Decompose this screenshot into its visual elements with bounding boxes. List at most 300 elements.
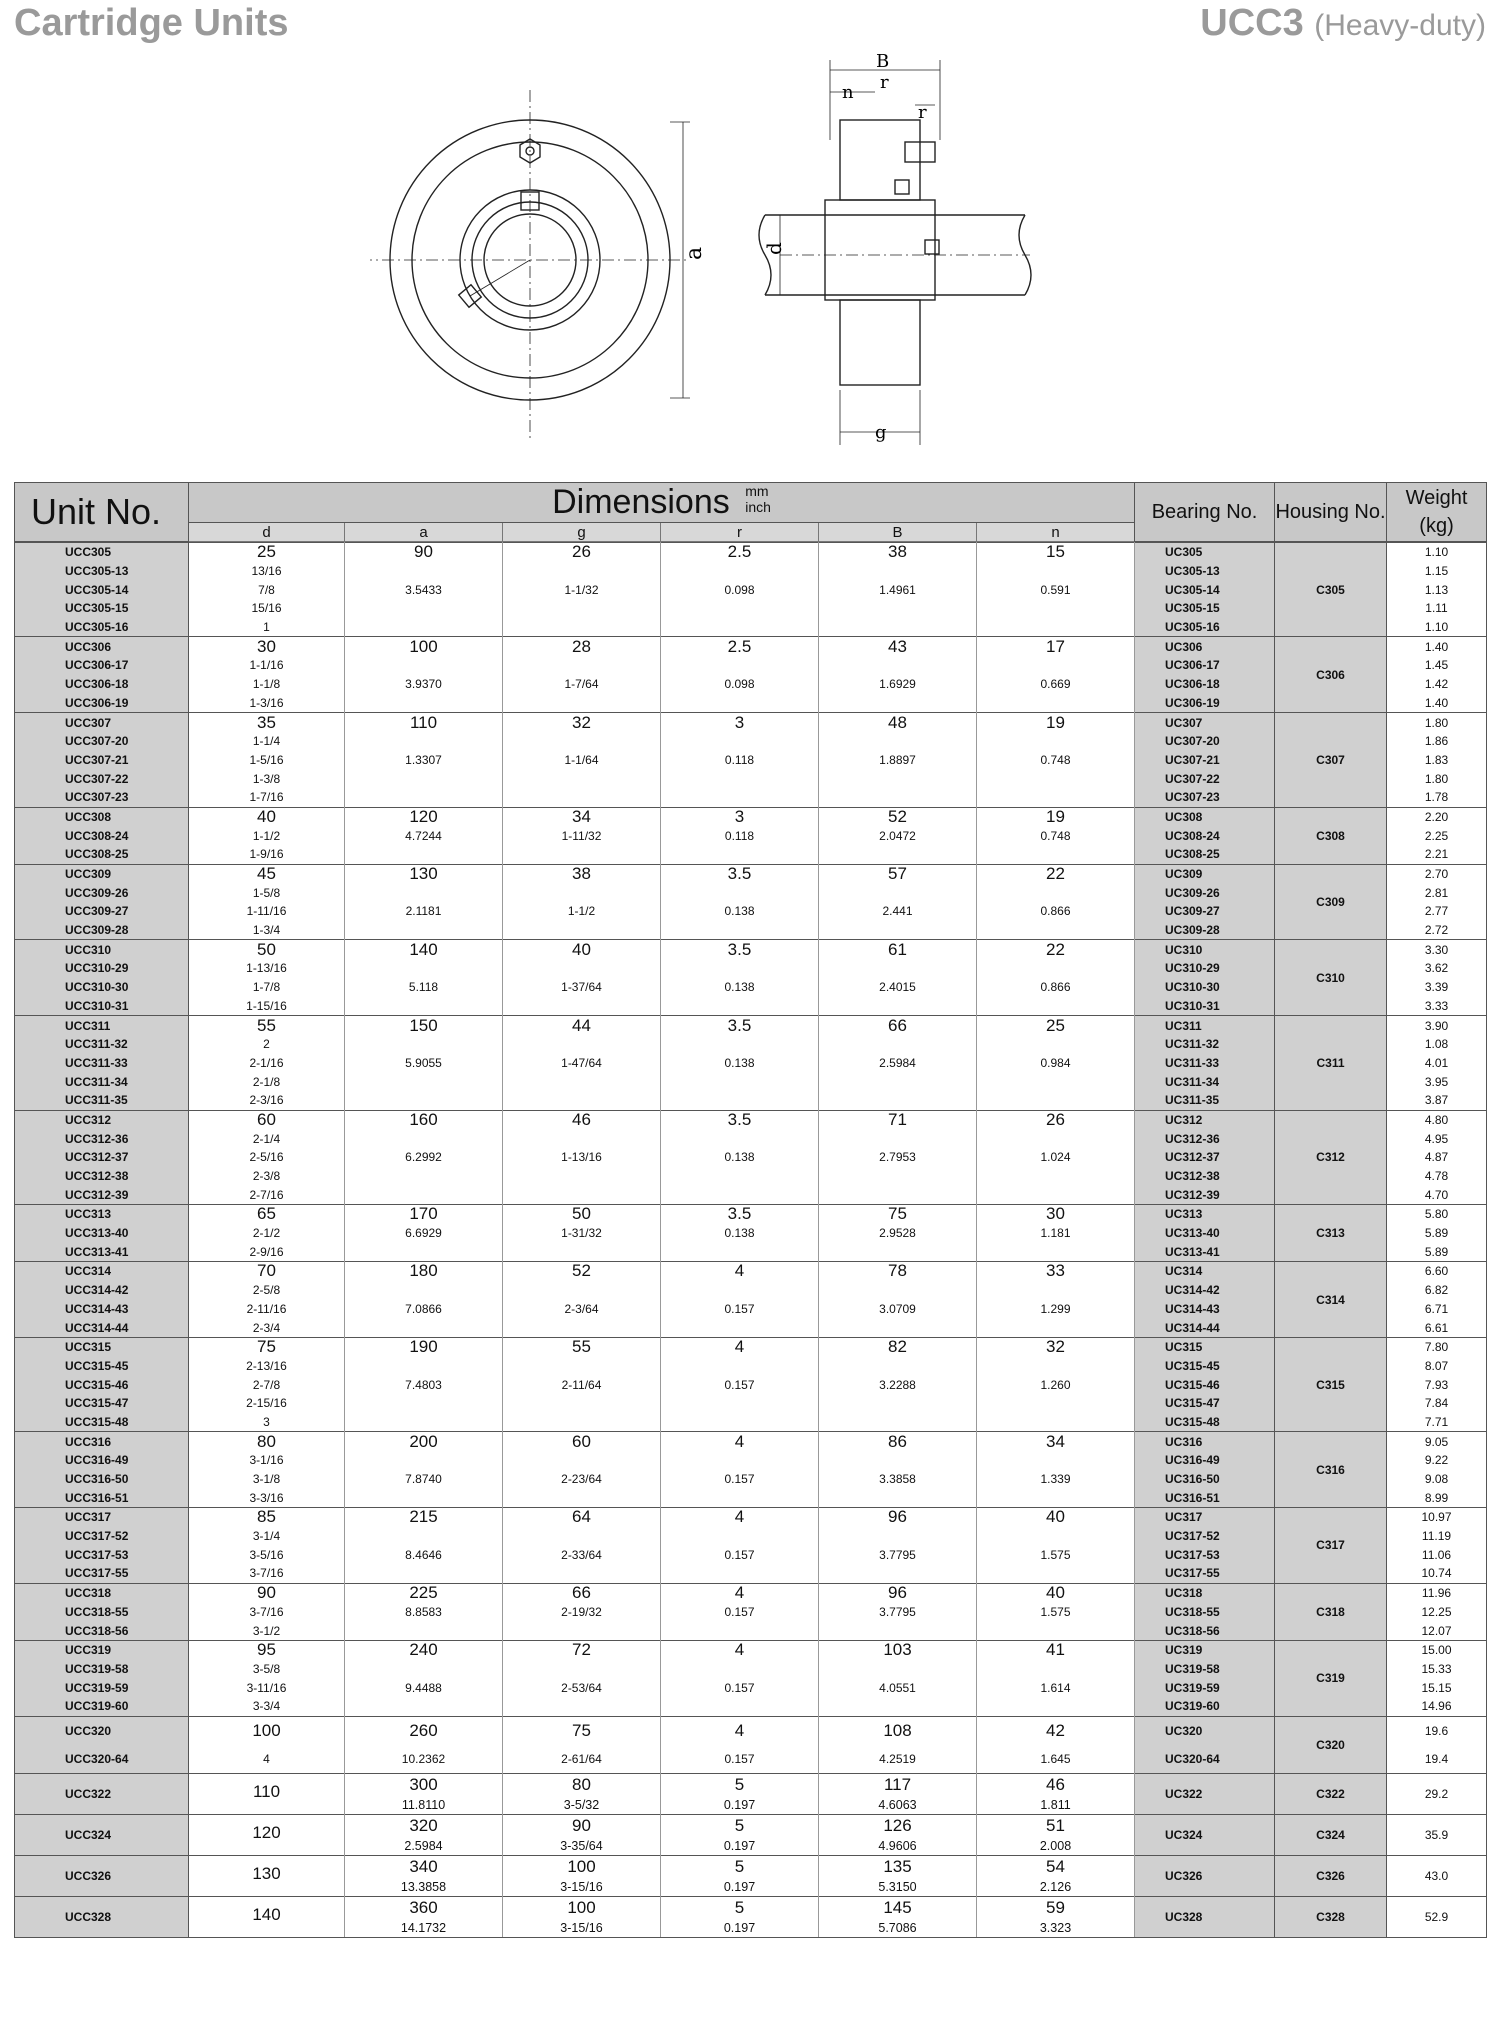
dim-B-cell: [819, 1697, 977, 1716]
housing-no-cell: C311: [1275, 1016, 1387, 1110]
dim-n-cell: [977, 959, 1135, 978]
weight-cell: 4.87: [1387, 1148, 1487, 1167]
dim-n-cell: [977, 1413, 1135, 1432]
dim-g-cell: [503, 1357, 661, 1376]
table-row: [15, 883, 1487, 902]
bearing-no-cell: UC306-17: [1135, 656, 1275, 675]
weight-cell: 9.08: [1387, 1470, 1487, 1489]
weight-cell: 11.19: [1387, 1527, 1487, 1546]
dim-B-cell: 78: [819, 1262, 977, 1281]
dim-d-cell: 1-3/4: [189, 921, 345, 940]
bearing-no-cell: UC319: [1135, 1640, 1275, 1659]
bearing-no-cell: UC309-28: [1135, 921, 1275, 940]
dim-n-cell: 0.866: [977, 902, 1135, 921]
dim-g-cell: [503, 694, 661, 713]
table-row: [15, 1375, 1487, 1394]
unit-group: [15, 543, 1487, 637]
weight-cell: 4.80: [1387, 1110, 1487, 1129]
dim-d-cell: 1-9/16: [189, 845, 345, 864]
dim-B-cell: 86: [819, 1432, 977, 1451]
dim-n-cell: [977, 1814, 1135, 1855]
dim-n-cell: 40: [977, 1583, 1135, 1602]
dim-B-cell: [819, 1896, 977, 1937]
unit-no-cell: UCC309: [15, 864, 189, 883]
dim-a-mm: 360: [409, 1897, 438, 1917]
unit-no-cell: UCC319-60: [15, 1697, 189, 1716]
dim-d-cell: 1-1/4: [189, 732, 345, 751]
dim-n-cell: 33: [977, 1262, 1135, 1281]
dim-a-inch: 14.1732: [400, 1920, 447, 1935]
dim-B-cell: 52: [819, 807, 977, 826]
dim-B-cell: [819, 1318, 977, 1337]
table-row: [15, 959, 1487, 978]
dim-r-cell: 0.138: [661, 978, 819, 997]
weight-cell: 1.15: [1387, 562, 1487, 581]
dim-B-cell: [819, 1185, 977, 1204]
dim-r-cell: 4: [661, 1508, 819, 1527]
bearing-no-cell: UC305-16: [1135, 618, 1275, 637]
header-col-r: r: [661, 523, 819, 542]
weight-cell: 5.89: [1387, 1242, 1487, 1261]
dim-n-inch: 2.126: [1039, 1879, 1072, 1894]
weight-cell: 8.07: [1387, 1357, 1487, 1376]
table-row: [15, 788, 1487, 807]
dim-g-cell: 1-13/16: [503, 1148, 661, 1167]
weight-cell: 4.78: [1387, 1167, 1487, 1186]
bearing-no-cell: UC312-38: [1135, 1167, 1275, 1186]
bearing-no-cell: UC324: [1135, 1814, 1275, 1855]
dim-g-cell: 2-3/64: [503, 1300, 661, 1319]
dim-n-inch: 2.008: [1039, 1838, 1072, 1853]
dim-r-cell: 0.157: [661, 1745, 819, 1774]
dim-d-cell: 3-5/16: [189, 1545, 345, 1564]
header-col-n: n: [977, 523, 1135, 542]
dim-B-cell: 4.2519: [819, 1745, 977, 1774]
unit-no-cell: UCC309-28: [15, 921, 189, 940]
dim-r-cell: [661, 1697, 819, 1716]
dim-d-cell: 1-1/16: [189, 656, 345, 675]
dim-B-cell: 2.441: [819, 902, 977, 921]
dim-g-cell: [503, 1855, 661, 1896]
unit-group: [15, 1337, 1487, 1431]
dim-n-cell: [977, 1855, 1135, 1896]
dim-a-cell: 5.9055: [345, 1054, 503, 1073]
unit-no-cell: UCC305: [15, 543, 189, 562]
dim-d-cell: 1-11/16: [189, 902, 345, 921]
table-row: [15, 713, 1487, 732]
weight-cell: 7.80: [1387, 1337, 1487, 1356]
dim-a-cell: 5.118: [345, 978, 503, 997]
dim-r-cell: 3.5: [661, 1016, 819, 1035]
unit-no-cell: UCC305-14: [15, 580, 189, 599]
dim-a-cell: 130: [345, 864, 503, 883]
dim-g-cell: 1-1/2: [503, 902, 661, 921]
dim-d-cell: 2: [189, 1035, 345, 1054]
dim-r-cell: [661, 694, 819, 713]
dim-n-cell: 15: [977, 543, 1135, 562]
dim-g-cell: [503, 599, 661, 618]
dim-n-cell: [977, 1185, 1135, 1204]
table-row: [15, 1072, 1487, 1091]
unit-group: [15, 1896, 1487, 1937]
bearing-no-cell: UC326: [1135, 1855, 1275, 1896]
table-body: [14, 542, 1487, 1938]
unit-group: [15, 1583, 1487, 1640]
dim-label-a: a: [682, 246, 707, 260]
dim-r-cell: [661, 1527, 819, 1546]
dim-n-cell: [977, 1773, 1135, 1814]
table-row: [15, 1451, 1487, 1470]
dim-B-cell: 2.0472: [819, 826, 977, 845]
dim-r-cell: [661, 1281, 819, 1300]
header-col-a: a: [345, 523, 503, 542]
unit-no-cell: UCC314-44: [15, 1318, 189, 1337]
dim-n-cell: 1.614: [977, 1678, 1135, 1697]
table-row: [15, 1603, 1487, 1622]
unit-no-cell: UCC317: [15, 1508, 189, 1527]
weight-cell: 1.80: [1387, 713, 1487, 732]
bearing-no-cell: UC313: [1135, 1205, 1275, 1224]
unit-no-cell: UCC307-22: [15, 769, 189, 788]
unit-no-cell: UCC315-45: [15, 1357, 189, 1376]
dim-B-cell: 71: [819, 1110, 977, 1129]
dim-r-cell: 3.5: [661, 1205, 819, 1224]
dim-g-cell: 32: [503, 713, 661, 732]
weight-cell: 14.96: [1387, 1697, 1487, 1716]
table-row: [15, 580, 1487, 599]
table-row: [15, 1508, 1487, 1527]
dim-d-cell: 2-9/16: [189, 1242, 345, 1261]
unit-no-cell: UCC318-55: [15, 1603, 189, 1622]
dim-n-cell: 40: [977, 1508, 1135, 1527]
dim-d-cell: 2-3/4: [189, 1318, 345, 1337]
table-row: [15, 599, 1487, 618]
dim-r-cell: 0.138: [661, 1224, 819, 1243]
dim-n-cell: [977, 921, 1135, 940]
dim-g-cell: 2-23/64: [503, 1470, 661, 1489]
dim-r-cell: 3.5: [661, 864, 819, 883]
dim-a-cell: 160: [345, 1110, 503, 1129]
dim-a-cell: 110: [345, 713, 503, 732]
bearing-no-cell: UC312-39: [1135, 1185, 1275, 1204]
unit-no-cell: UCC306-17: [15, 656, 189, 675]
table-row: [15, 1678, 1487, 1697]
unit-no-cell: UCC316-51: [15, 1488, 189, 1507]
unit-group: [15, 1016, 1487, 1110]
bearing-no-cell: UC311-34: [1135, 1072, 1275, 1091]
unit-no-cell: UCC308-24: [15, 826, 189, 845]
bearing-no-cell: UC315-45: [1135, 1357, 1275, 1376]
housing-no-cell: C314: [1275, 1262, 1387, 1338]
dim-d-cell: 140: [189, 1896, 345, 1937]
dim-d-cell: 65: [189, 1205, 345, 1224]
dim-B-cell: 4.0551: [819, 1678, 977, 1697]
dim-g-cell: [503, 1281, 661, 1300]
unit-no-cell: UCC318-56: [15, 1621, 189, 1640]
weight-cell: 6.71: [1387, 1300, 1487, 1319]
dim-r-cell: [661, 959, 819, 978]
dim-d-cell: 2-3/16: [189, 1091, 345, 1110]
bearing-no-cell: UC311-35: [1135, 1091, 1275, 1110]
dim-r-cell: [661, 1413, 819, 1432]
weight-cell: 12.07: [1387, 1621, 1487, 1640]
bearing-no-cell: UC315-46: [1135, 1375, 1275, 1394]
bearing-no-cell: UC311-33: [1135, 1054, 1275, 1073]
dim-g-cell: [503, 656, 661, 675]
unit-group: [15, 1110, 1487, 1204]
dim-a-cell: 7.4803: [345, 1375, 503, 1394]
dim-g-cell: [503, 1318, 661, 1337]
dim-g-cell: [503, 1660, 661, 1679]
dim-a-mm: 320: [409, 1815, 438, 1835]
weight-cell: 4.95: [1387, 1129, 1487, 1148]
dim-r-cell: [661, 921, 819, 940]
dim-a-cell: [345, 562, 503, 581]
dim-g-cell: 2-33/64: [503, 1545, 661, 1564]
dim-B-cell: 57: [819, 864, 977, 883]
dim-B-inch: 4.6063: [878, 1797, 917, 1812]
dim-a-cell: [345, 1072, 503, 1091]
dim-n-cell: 32: [977, 1337, 1135, 1356]
dim-g-cell: 75: [503, 1716, 661, 1745]
dim-B-cell: [819, 1855, 977, 1896]
table-row: [15, 1110, 1487, 1129]
unit-no-cell: UCC307-20: [15, 732, 189, 751]
dim-r-cell: [661, 1035, 819, 1054]
dim-a-inch: 13.3858: [400, 1879, 447, 1894]
housing-no-cell: C310: [1275, 940, 1387, 1016]
dim-a-cell: 100: [345, 637, 503, 656]
unit-no-cell: UCC316-50: [15, 1470, 189, 1489]
dim-r-cell: [661, 845, 819, 864]
dim-r-cell: 0.138: [661, 1054, 819, 1073]
dim-r-cell: [661, 1564, 819, 1583]
header-housing-no: Housing No.: [1275, 483, 1387, 542]
table-row: [15, 618, 1487, 637]
dim-B-cell: 1.6929: [819, 675, 977, 694]
table-row: [15, 1488, 1487, 1507]
dim-n-cell: [977, 1318, 1135, 1337]
bearing-no-cell: UC308-25: [1135, 845, 1275, 864]
dim-d-cell: 1-5/16: [189, 751, 345, 770]
dim-n-cell: [977, 1281, 1135, 1300]
bearing-no-cell: UC316-50: [1135, 1470, 1275, 1489]
dim-g-cell: [503, 1091, 661, 1110]
housing-no-cell: C306: [1275, 637, 1387, 713]
front-view: [370, 90, 690, 440]
dim-a-mm: 340: [409, 1856, 438, 1876]
dim-B-cell: [819, 1167, 977, 1186]
dim-B-cell: [819, 1660, 977, 1679]
dim-r-cell: 0.157: [661, 1678, 819, 1697]
dim-g-cell: 55: [503, 1337, 661, 1356]
dim-d-cell: 3-3/4: [189, 1697, 345, 1716]
dim-B-cell: [819, 1773, 977, 1814]
weight-cell: 5.80: [1387, 1205, 1487, 1224]
dim-g-cell: 38: [503, 864, 661, 883]
housing-no-cell: C312: [1275, 1110, 1387, 1204]
unit-group: [15, 1508, 1487, 1584]
dim-g-cell: [503, 1413, 661, 1432]
dim-d-cell: 1-1/8: [189, 675, 345, 694]
dim-a-inch: 11.8110: [401, 1797, 446, 1812]
dim-B-cell: [819, 656, 977, 675]
bearing-no-cell: UC306-19: [1135, 694, 1275, 713]
dim-d-cell: 30: [189, 637, 345, 656]
dim-d-cell: 3: [189, 1413, 345, 1432]
bearing-no-cell: UC311: [1135, 1016, 1275, 1035]
dim-n-cell: 30: [977, 1205, 1135, 1224]
unit-no-cell: UCC313-40: [15, 1224, 189, 1243]
dim-g-cell: 34: [503, 807, 661, 826]
housing-no-cell: C318: [1275, 1583, 1387, 1640]
dim-B-cell: [819, 1451, 977, 1470]
dim-r-cell: 0.157: [661, 1545, 819, 1564]
header-dimensions-label: Dimensions: [552, 483, 730, 521]
dim-g-inch: 3-35/64: [560, 1838, 603, 1853]
dim-n-cell: 19: [977, 807, 1135, 826]
dim-a-cell: 215: [345, 1508, 503, 1527]
unit-no-cell: UCC305-16: [15, 618, 189, 637]
weight-cell: 2.21: [1387, 845, 1487, 864]
bearing-no-cell: UC307: [1135, 713, 1275, 732]
dim-a-cell: 8.8583: [345, 1603, 503, 1622]
housing-no-cell: C307: [1275, 713, 1387, 807]
table-row: [15, 978, 1487, 997]
dim-label-n: n: [842, 82, 854, 103]
table-row: [15, 1129, 1487, 1148]
unit-no-cell: UCC318: [15, 1583, 189, 1602]
unit-no-cell: UCC307: [15, 713, 189, 732]
dim-a-cell: 10.2362: [345, 1745, 503, 1774]
dim-n-cell: 19: [977, 713, 1135, 732]
dim-B-cell: 3.3858: [819, 1470, 977, 1489]
dim-d-cell: 1-3/16: [189, 694, 345, 713]
table-row: [15, 921, 1487, 940]
unit-no-cell: UCC313: [15, 1205, 189, 1224]
table-row: [15, 1716, 1487, 1745]
dim-d-cell: 2-13/16: [189, 1357, 345, 1376]
dim-n-cell: 0.748: [977, 826, 1135, 845]
dim-B-inch: 4.9606: [878, 1838, 917, 1853]
housing-no-cell: C313: [1275, 1205, 1387, 1262]
dim-r-cell: 2.5: [661, 637, 819, 656]
table-row: [15, 1242, 1487, 1261]
dim-a-cell: [345, 1855, 503, 1896]
dim-r-cell: 3.5: [661, 940, 819, 959]
dim-r-mm: 5: [734, 1815, 745, 1835]
weight-cell: 7.71: [1387, 1413, 1487, 1432]
dim-g-inch: 3-15/16: [560, 1920, 603, 1935]
bearing-no-cell: UC312: [1135, 1110, 1275, 1129]
dim-g-cell: [503, 1394, 661, 1413]
dim-B-cell: [819, 1072, 977, 1091]
dim-a-cell: [345, 921, 503, 940]
dim-n-cell: [977, 788, 1135, 807]
dim-g-cell: [503, 1527, 661, 1546]
dim-n-cell: 1.645: [977, 1745, 1135, 1774]
bearing-no-cell: UC307-20: [1135, 732, 1275, 751]
weight-cell: 2.72: [1387, 921, 1487, 940]
dim-g-cell: [503, 1035, 661, 1054]
dim-r-cell: [661, 732, 819, 751]
dim-d-cell: 4: [189, 1745, 345, 1774]
dim-r-cell: 0.157: [661, 1603, 819, 1622]
bearing-no-cell: UC317-52: [1135, 1527, 1275, 1546]
dim-r-cell: [661, 1167, 819, 1186]
dim-a-cell: [345, 1318, 503, 1337]
dim-n-cell: 17: [977, 637, 1135, 656]
dim-a-cell: [345, 618, 503, 637]
dim-a-cell: [345, 1357, 503, 1376]
weight-cell: 1.86: [1387, 732, 1487, 751]
dim-label-d: d: [762, 242, 786, 255]
header-weight-unit: (kg): [1419, 515, 1454, 537]
bearing-no-cell: UC305: [1135, 543, 1275, 562]
dim-B-cell: 108: [819, 1716, 977, 1745]
unit-no-cell: UCC306: [15, 637, 189, 656]
dim-a-cell: 150: [345, 1016, 503, 1035]
dim-n-cell: [977, 1564, 1135, 1583]
dim-B-cell: [819, 997, 977, 1016]
unit-no-cell: UCC310-31: [15, 997, 189, 1016]
dim-d-cell: 1-13/16: [189, 959, 345, 978]
dim-d-cell: 25: [189, 543, 345, 562]
unit-no-cell: UCC310: [15, 940, 189, 959]
unit-no-cell: UCC319-59: [15, 1678, 189, 1697]
dim-r-cell: [661, 618, 819, 637]
dim-r-cell: [661, 1129, 819, 1148]
bearing-no-cell: UC314-42: [1135, 1281, 1275, 1300]
dim-a-cell: 3.5433: [345, 580, 503, 599]
bearing-no-cell: UC314-43: [1135, 1300, 1275, 1319]
dim-n-cell: [977, 562, 1135, 581]
dim-d-cell: 40: [189, 807, 345, 826]
dim-d-cell: 100: [189, 1716, 345, 1745]
dim-n-cell: 22: [977, 940, 1135, 959]
dim-B-cell: 1.8897: [819, 751, 977, 770]
dim-g-cell: 52: [503, 1262, 661, 1281]
unit-no-cell: UCC317-55: [15, 1564, 189, 1583]
dim-g-cell: 66: [503, 1583, 661, 1602]
bearing-no-cell: UC309-26: [1135, 883, 1275, 902]
weight-cell: 6.60: [1387, 1262, 1487, 1281]
unit-group: [15, 1640, 1487, 1716]
table-row: [15, 732, 1487, 751]
dim-r-cell: 4: [661, 1716, 819, 1745]
unit-group: [15, 1262, 1487, 1338]
dim-a-cell: 180: [345, 1262, 503, 1281]
dim-a-cell: [345, 1564, 503, 1583]
bearing-no-cell: UC308: [1135, 807, 1275, 826]
dim-d-cell: 2-15/16: [189, 1394, 345, 1413]
dim-d-cell: 75: [189, 1337, 345, 1356]
dim-B-mm: 117: [883, 1774, 912, 1794]
dim-a-cell: [345, 656, 503, 675]
dim-a-cell: [345, 1129, 503, 1148]
dim-a-cell: [345, 769, 503, 788]
unit-no-cell: UCC314-42: [15, 1281, 189, 1300]
dim-B-cell: [819, 883, 977, 902]
table-row: [15, 1545, 1487, 1564]
unit-no-cell: UCC306-18: [15, 675, 189, 694]
dim-n-cell: [977, 1394, 1135, 1413]
header-bearing-no: Bearing No.: [1135, 483, 1275, 542]
weight-cell: 11.06: [1387, 1545, 1487, 1564]
unit-no-cell: UCC311: [15, 1016, 189, 1035]
dim-g-cell: 1-7/64: [503, 675, 661, 694]
unit-no-cell: UCC317-53: [15, 1545, 189, 1564]
